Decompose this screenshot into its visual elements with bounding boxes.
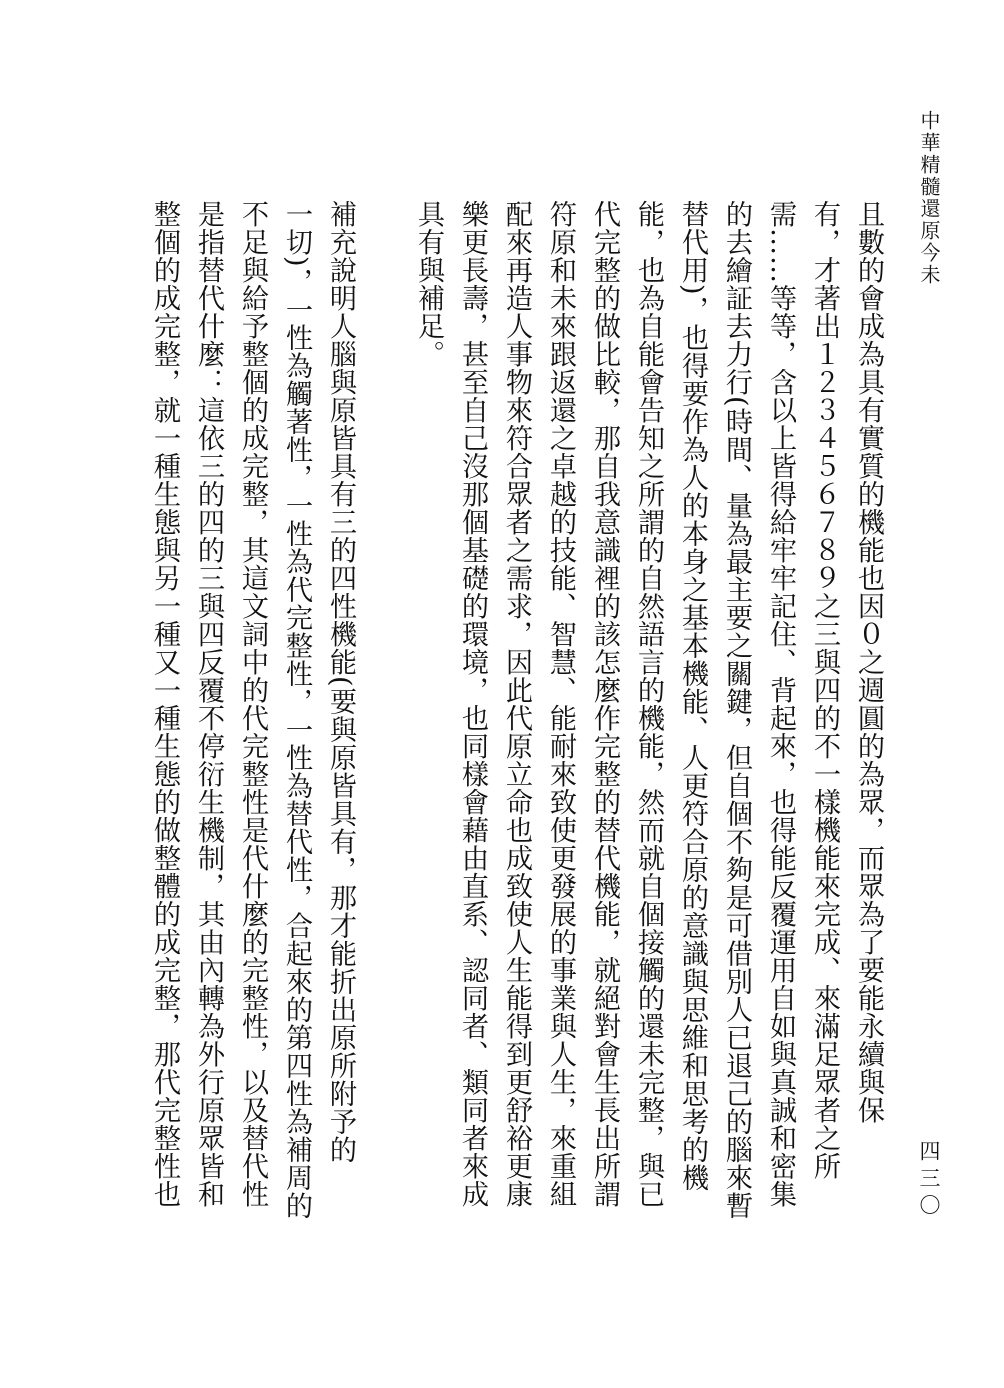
body-text [120,200,890,1300]
text-line: 符原和未來跟返還之卓越的技能、智慧、能耐來致使更發展的事業與人生，來重組 [545,200,576,1208]
page-number: 四三〇 [917,1140,941,1221]
text-line: 一切)，一性為觸著性，一性為代完整性，一性為替代性，合起來的第四性為補周的 [281,200,312,1220]
paragraph-gap [362,200,406,1300]
running-title: 中華精髓還原今未 [917,110,941,286]
text-line: 補充說明人腦與原皆具有三的四性機能(要與原皆具有，那才能折出原所附予的 [325,200,356,1164]
text-line: 樂更長壽，甚至自己沒那個基礎的環境，也同樣會藉由直系、認同者、類同者來成 [457,200,488,1208]
text-line: 具有與補足。 [413,200,444,368]
text-line: 代完整的做比較，那自我意識裡的該怎麼作完整的替代機能，就絕對會生長出所謂 [589,200,620,1208]
text-line: 配來再造人事物來符合眾者之需求，因此代原立命也成致使人生能得到更舒裕更康 [501,200,532,1208]
text-line: 的去繪証去力行(時間、量為最主要之關鍵，但自個不夠是可借別人已退己的腦來暫 [721,200,752,1220]
text-line: 且數的會成為具有實質的機能也因０之週圓的為眾，而眾為了要能永續與保 [853,200,884,1124]
text-line: 是指替代什麼：這依三的四的三與四反覆不停衍生機制，其由內轉為外行原眾皆和 [193,200,224,1208]
text-line: 替代用)，也得要作為人的本身之基本機能、人更符合原的意識與思維和思考的機 [677,200,708,1192]
text-line: 能，也為自能會告知之所謂的自然語言的機能，然而就自個接觸的還未完整，與已 [633,200,664,1208]
text-line: 不足與給予整個的成完整，其這文詞中的代完整性是代什麼的完整性，以及替代性 [237,200,268,1208]
text-line: 有，才著出１２３４５６７８９之三與四的不一樣機能來完成、來滿足眾者之所 [809,200,840,1180]
text-line: 需……等等，含以上皆得給牢牢記住、背起來，也得能反覆運用自如與真誠和密集 [765,200,796,1208]
text-line: 整個的成完整，就一種生態與另一種又一種生態的做整體的成完整，那代完整性也 [149,200,180,1208]
